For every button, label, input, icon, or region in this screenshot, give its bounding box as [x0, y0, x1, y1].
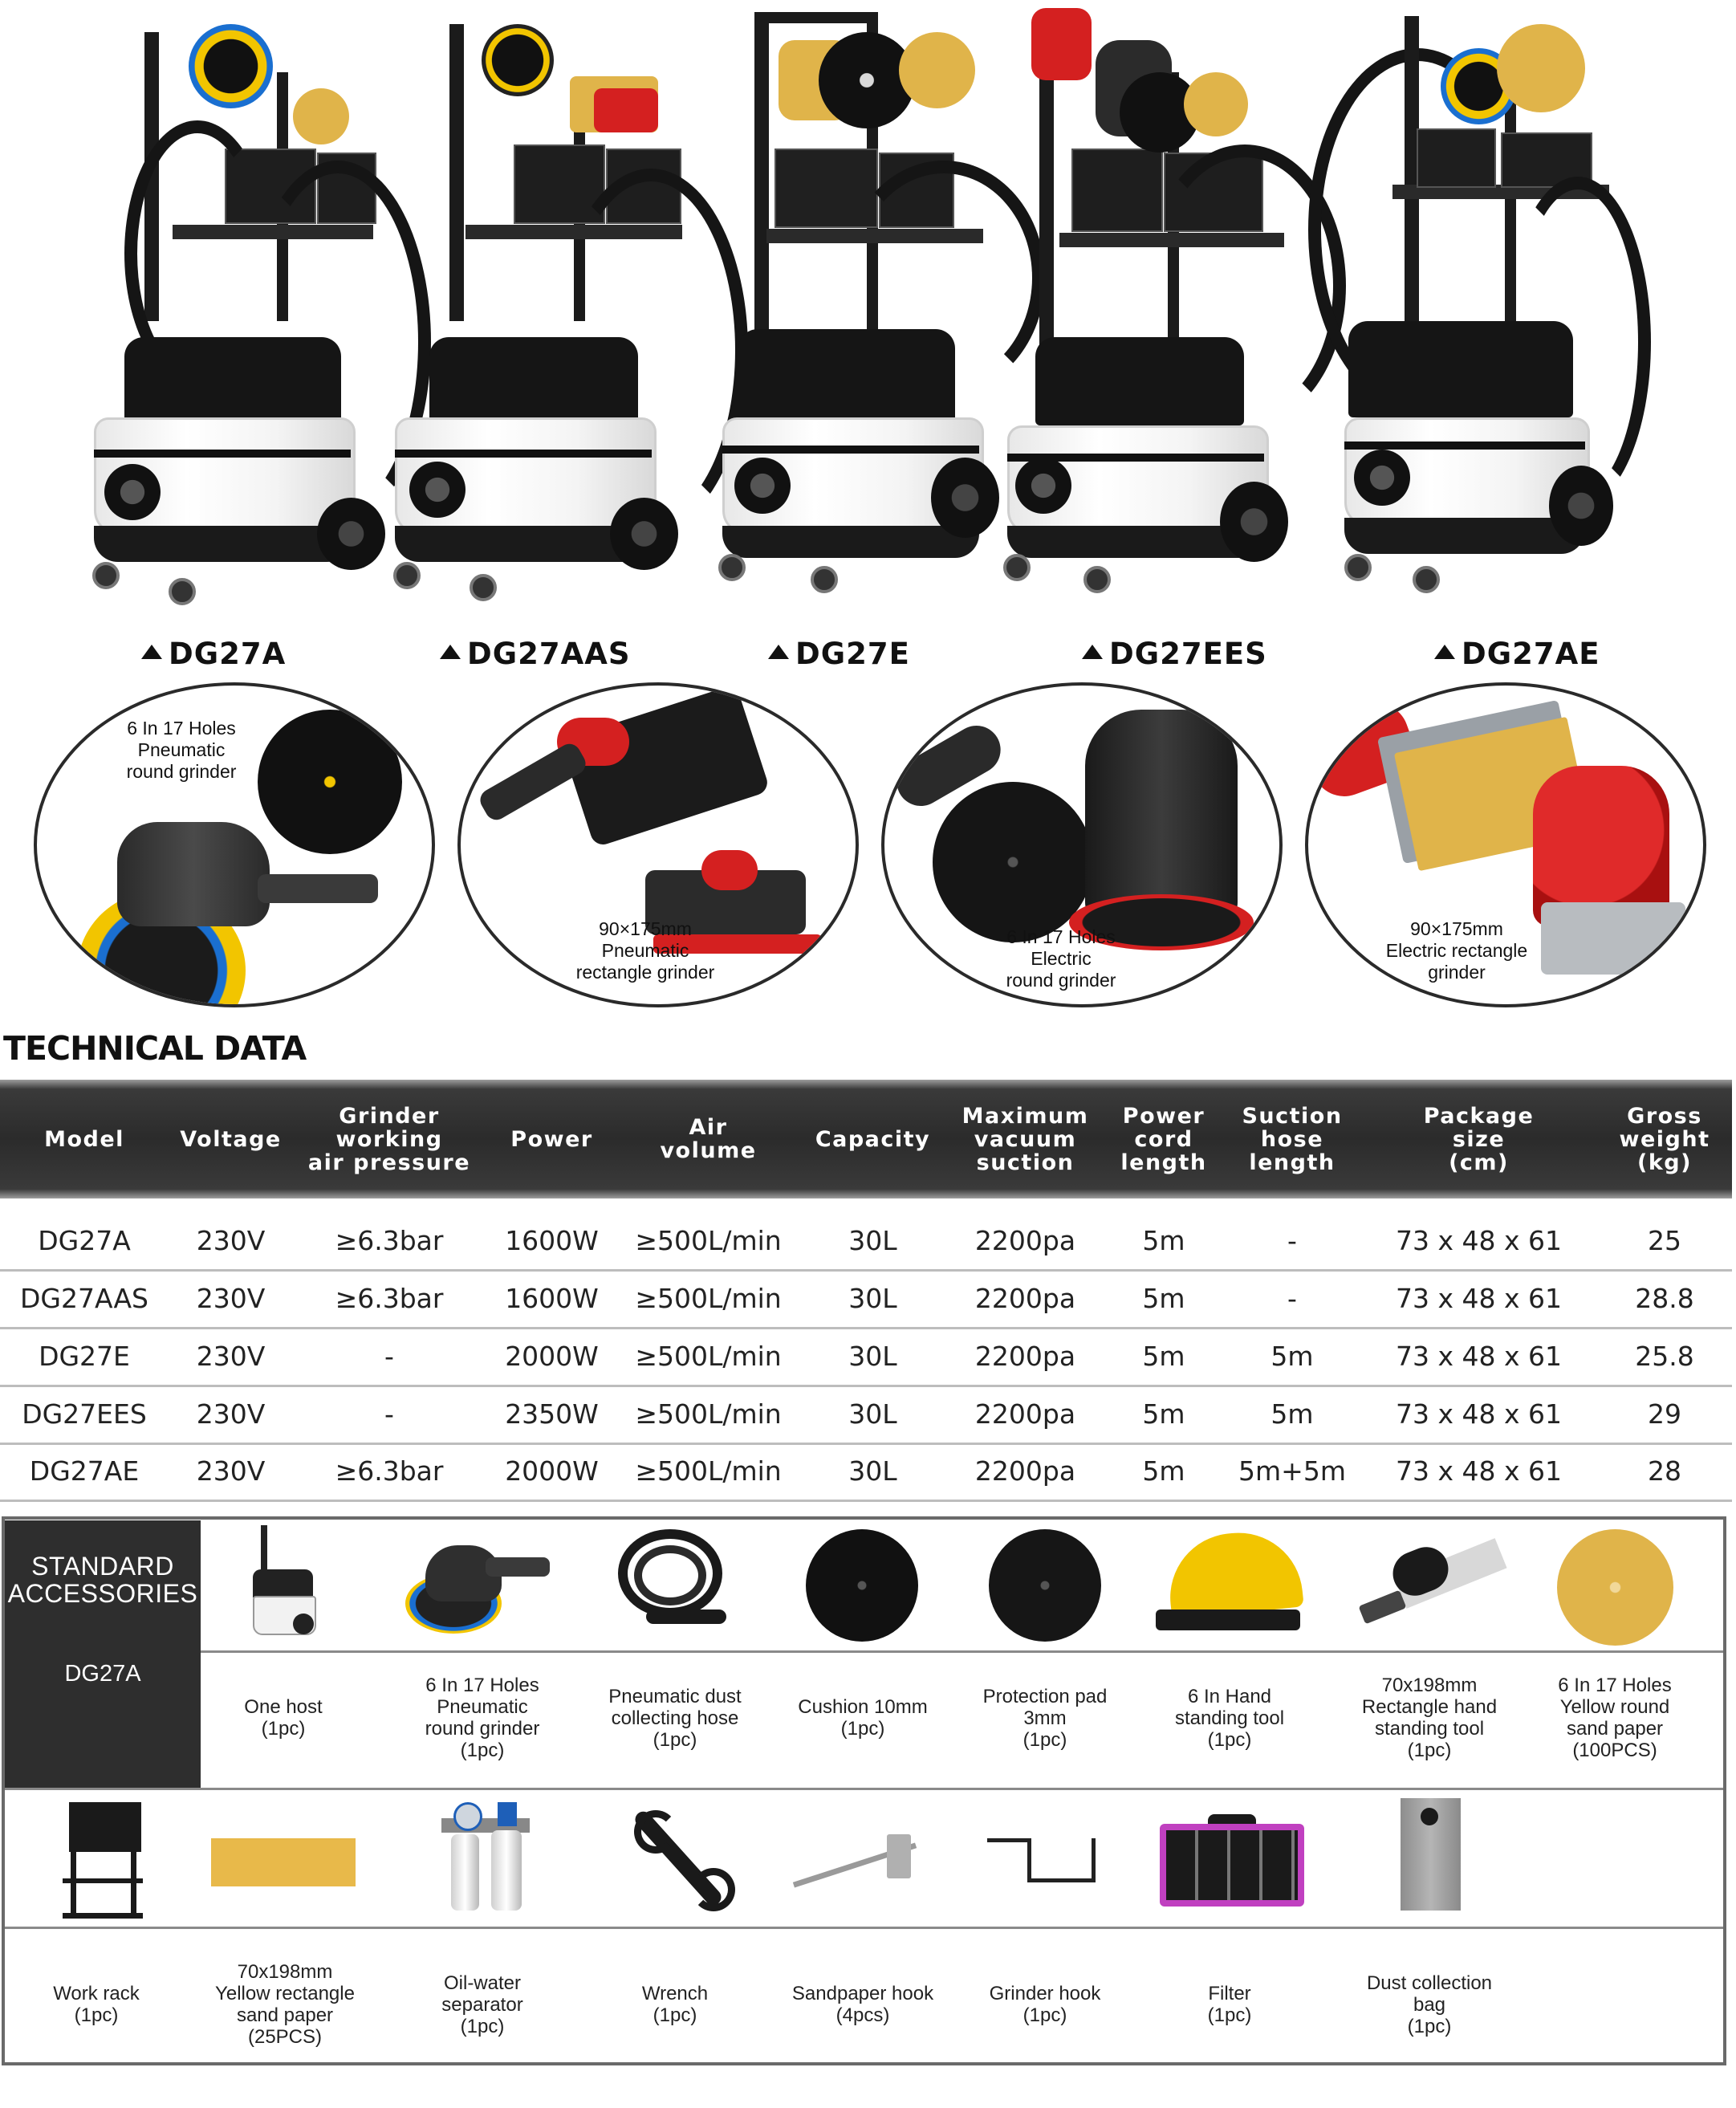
- triangle-up-icon: [768, 645, 789, 659]
- technical-data-title: TECHNICAL DATA: [3, 1029, 307, 1068]
- accessories-side-label: [5, 1520, 201, 1788]
- accessory-label: [378, 1675, 587, 1761]
- cell-capacity: 30L: [848, 1224, 897, 1256]
- accessory-label-line: Work rack: [53, 1983, 140, 2004]
- accessory-label: [758, 1983, 967, 2026]
- caption-line: 6 In 17 Holes: [127, 718, 236, 739]
- cell-capacity: 30L: [848, 1282, 897, 1314]
- accessory-label: [1125, 1686, 1334, 1751]
- accessory-label-line: standing tool: [1374, 1718, 1485, 1740]
- cell-voltage: 230V: [196, 1340, 266, 1372]
- caption-line: Pneumatic: [137, 739, 226, 760]
- accessory-label-line: collecting hose: [611, 1707, 739, 1729]
- cell-voltage: 230V: [196, 1398, 266, 1430]
- model-name: DG27AAS: [467, 637, 631, 671]
- col-header-suction-hose: Suction hose length: [1242, 1103, 1343, 1175]
- accessory-label-line: (25PCS): [247, 2026, 323, 2048]
- grinder-base-icon: [1541, 902, 1685, 975]
- triangle-up-icon: [141, 645, 162, 659]
- model-name: DG27AE: [1462, 637, 1600, 671]
- accessory-label: [571, 1983, 779, 2026]
- model-label-dg27ees: [1082, 637, 1267, 671]
- cell-gross-weight: 28.8: [1635, 1282, 1694, 1314]
- table-row: [0, 1211, 1732, 1272]
- table-row: [0, 1269, 1732, 1329]
- product-dg27e-photo: [690, 0, 995, 610]
- accessory-label-line: (1pc): [1022, 2004, 1067, 2026]
- filter-icon: [1160, 1814, 1304, 1907]
- cell-voltage: 230V: [196, 1224, 266, 1256]
- product-dg27a-photo: [76, 0, 381, 610]
- accessory-label-line: (1pc): [460, 1740, 505, 1761]
- accessory-label-line: (1pc): [1407, 1740, 1452, 1761]
- cell-vacuum-suction: 2200pa: [974, 1398, 1076, 1430]
- model-name: DG27A: [169, 637, 287, 671]
- product-dg27ees-photo: [999, 0, 1304, 610]
- accessory-label-line: (1pc): [840, 1718, 885, 1740]
- cell-gross-weight: 25.8: [1635, 1340, 1694, 1372]
- accessory-label-line: 70x198mm: [237, 1961, 333, 1983]
- sandpaper-hook-icon: [791, 1834, 919, 1898]
- grinder-handle-icon: [258, 874, 378, 903]
- wrench-icon: [626, 1802, 730, 1907]
- cell-model: DG27E: [39, 1340, 130, 1372]
- accessory-label: [758, 1696, 967, 1740]
- accessory-label-line: sand paper: [236, 2004, 334, 2026]
- accessory-label-line: sand paper: [1566, 1718, 1664, 1740]
- accessory-label: [1325, 1972, 1534, 2037]
- round-grinder-icon: [405, 1537, 550, 1634]
- cell-suction-hose: 5m: [1270, 1398, 1314, 1430]
- cell-capacity: 30L: [848, 1455, 897, 1487]
- accessory-label-line: (100PCS): [1572, 1740, 1657, 1761]
- rectangle-sandpaper-icon: [211, 1838, 356, 1886]
- cell-vacuum-suction: 2200pa: [974, 1282, 1076, 1314]
- caption-line: Electric rectangle: [1385, 940, 1528, 961]
- accessory-label-line: Pneumatic dust: [608, 1685, 742, 1707]
- cell-power: 2000W: [505, 1340, 599, 1372]
- accessory-label-line: 6 In Hand: [1187, 1685, 1272, 1707]
- accessory-label-line: separator: [441, 1993, 523, 2016]
- cell-air-pressure: ≥6.3bar: [335, 1282, 444, 1314]
- divider: [5, 1927, 1723, 1929]
- model-label-dg27ae: [1434, 637, 1600, 671]
- caption-line: 6 In 17 Holes: [1006, 926, 1116, 947]
- cell-package-size: 73 x 48 x 61: [1396, 1340, 1562, 1372]
- pad-icon: [258, 710, 402, 854]
- vacuum-host-icon: [253, 1525, 317, 1646]
- accessory-label-line: 6 In 17 Holes: [425, 1675, 539, 1696]
- accessory-label-line: (1pc): [74, 2004, 119, 2026]
- cell-voltage: 230V: [196, 1282, 266, 1314]
- model-label-dg27a: [141, 637, 286, 671]
- model-name: DG27E: [795, 637, 910, 671]
- accessory-label-line: round grinder: [425, 1718, 540, 1740]
- cell-power: 1600W: [505, 1282, 599, 1314]
- col-header-package-size: Package size (cm): [1423, 1103, 1535, 1175]
- accessory-label-line: (1pc): [261, 1718, 306, 1740]
- triangle-up-icon: [440, 645, 461, 659]
- round-sandpaper-icon: [1557, 1529, 1673, 1646]
- col-header-model: Model: [44, 1126, 124, 1152]
- table-row: [0, 1442, 1732, 1502]
- accessory-label: [179, 1696, 388, 1740]
- caption-line: grinder: [1428, 962, 1486, 983]
- cell-voltage: 230V: [196, 1455, 266, 1487]
- cell-air-pressure: -: [384, 1398, 394, 1430]
- accessory-label-line: (1pc): [460, 2015, 505, 2037]
- cell-power-cord: 5m: [1142, 1340, 1185, 1372]
- accessory-label-line: Yellow rectangle: [215, 1983, 355, 2004]
- detail-dg27a-grinder: [34, 682, 435, 1007]
- cell-air-volume: ≥500L/min: [635, 1282, 782, 1314]
- col-header-air-pressure: Grinder working air pressure: [307, 1103, 471, 1175]
- cell-model: DG27A: [38, 1224, 131, 1256]
- cell-air-pressure: ≥6.3bar: [335, 1455, 444, 1487]
- cell-air-volume: ≥500L/min: [635, 1224, 782, 1256]
- hand-tool-icon: [1156, 1533, 1304, 1634]
- table-row: [0, 1385, 1732, 1445]
- table-row: [0, 1327, 1732, 1387]
- accessory-label-line: 6 In 17 Holes: [1558, 1675, 1672, 1696]
- grinder-body-icon: [117, 822, 270, 926]
- cell-vacuum-suction: 2200pa: [974, 1224, 1076, 1256]
- dust-bag-icon: [1401, 1798, 1461, 1911]
- accessory-label-line: Protection pad: [982, 1685, 1108, 1707]
- cell-power: 2000W: [505, 1455, 599, 1487]
- cell-suction-hose: -: [1287, 1224, 1297, 1256]
- caption-line: Pneumatic: [601, 940, 689, 961]
- cell-air-volume: ≥500L/min: [635, 1455, 782, 1487]
- col-header-power-cord: Power cord length: [1120, 1103, 1207, 1175]
- cell-air-volume: ≥500L/min: [635, 1340, 782, 1372]
- accessory-label-line: Rectangle hand: [1361, 1696, 1498, 1718]
- accessory-label-line: bag: [1413, 1993, 1446, 2016]
- col-header-vacuum-suction: Maximum vacuum suction: [962, 1103, 1089, 1175]
- accessory-label-line: Filter: [1208, 1983, 1251, 2004]
- accessory-label-line: Wrench: [641, 1983, 709, 2004]
- accessory-label-line: Yellow round: [1559, 1696, 1670, 1718]
- col-header-air-volume: Air volume: [660, 1115, 757, 1163]
- cell-gross-weight: 28: [1648, 1455, 1681, 1487]
- accessory-label-line: Oil-water: [443, 1972, 521, 1994]
- accessory-label: [378, 1972, 587, 2037]
- grinder-top-red-icon: [701, 850, 758, 890]
- caption-line: rectangle grinder: [575, 962, 715, 983]
- rect-pad-icon: [560, 684, 770, 848]
- cell-model: DG27EES: [22, 1398, 147, 1430]
- cell-vacuum-suction: 2200pa: [974, 1455, 1076, 1487]
- detail-caption: [93, 718, 270, 783]
- cell-package-size: 73 x 48 x 61: [1396, 1455, 1562, 1487]
- protection-pad-icon: [989, 1529, 1101, 1642]
- divider: [201, 1650, 1723, 1653]
- work-rack-icon: [63, 1802, 143, 1919]
- accessory-label-line: (1pc): [1207, 1728, 1252, 1751]
- caption-line: round grinder: [1006, 970, 1116, 991]
- accessories-title: STANDARD ACCESSORIES: [7, 1552, 198, 1608]
- cell-power-cord: 5m: [1142, 1455, 1185, 1487]
- accessory-label-line: 70x198mm: [1381, 1675, 1478, 1696]
- cell-capacity: 30L: [848, 1398, 897, 1430]
- cushion-pad-icon: [806, 1529, 918, 1642]
- cell-air-pressure: ≥6.3bar: [335, 1224, 444, 1256]
- accessory-label: [571, 1686, 779, 1751]
- detail-dg27e-grinder: [881, 682, 1283, 1007]
- grinder-hook-icon: [987, 1830, 1100, 1886]
- rectangle-hand-tool-icon: [1356, 1537, 1505, 1634]
- cell-suction-hose: 5m+5m: [1238, 1455, 1346, 1487]
- accessory-label-line: (4pcs): [835, 2004, 890, 2026]
- caption-line: 90×175mm: [1410, 918, 1503, 939]
- accessory-label-line: standing tool: [1174, 1707, 1285, 1729]
- detail-caption: [1356, 918, 1557, 983]
- grinder-handle-icon: [476, 740, 589, 824]
- technical-table-header: [0, 1080, 1732, 1198]
- accessory-label: [941, 1983, 1149, 2026]
- cell-model: DG27AE: [29, 1455, 140, 1487]
- cell-package-size: 73 x 48 x 61: [1396, 1282, 1562, 1314]
- cell-capacity: 30L: [848, 1340, 897, 1372]
- cell-power: 2350W: [505, 1398, 599, 1430]
- accessory-label-line: One host: [244, 1696, 323, 1718]
- col-header-power: Power: [510, 1126, 593, 1152]
- accessory-label-line: (1pc): [1022, 1728, 1067, 1751]
- caption-line: 90×175mm: [599, 918, 692, 939]
- detail-caption: [549, 918, 742, 983]
- accessory-label: [1325, 1675, 1534, 1761]
- accessory-label: [181, 1961, 389, 2048]
- accessory-label-line: (1pc): [653, 1728, 697, 1751]
- col-header-gross-weight: Gross weight (kg): [1619, 1103, 1710, 1175]
- model-name: DG27EES: [1109, 637, 1267, 671]
- product-photos: [0, 0, 1736, 610]
- product-dg27aas-photo: [377, 0, 682, 610]
- cell-gross-weight: 29: [1648, 1398, 1681, 1430]
- accessory-label-line: (1pc): [653, 2004, 697, 2026]
- divider: [5, 1788, 1723, 1790]
- accessory-label-line: Sandpaper hook: [791, 1983, 934, 2004]
- model-label-dg27aas: [440, 637, 631, 671]
- caption-line: Electric: [1031, 948, 1092, 969]
- cell-power-cord: 5m: [1142, 1282, 1185, 1314]
- cell-power-cord: 5m: [1142, 1398, 1185, 1430]
- cell-gross-weight: 25: [1648, 1224, 1681, 1256]
- product-dg27ae-photo: [1304, 0, 1609, 610]
- cell-air-volume: ≥500L/min: [635, 1398, 782, 1430]
- dust-hose-icon: [614, 1529, 734, 1638]
- col-header-voltage: Voltage: [180, 1126, 282, 1152]
- model-label-dg27e: [768, 637, 910, 671]
- accessory-label: [0, 1983, 201, 2026]
- accessory-label-line: Dust collection: [1366, 1972, 1493, 1994]
- detail-dg27aas-grinder: [457, 682, 859, 1007]
- cell-vacuum-suction: 2200pa: [974, 1340, 1076, 1372]
- accessory-label-line: Pneumatic: [437, 1696, 528, 1718]
- cell-suction-hose: -: [1287, 1282, 1297, 1314]
- caption-line: round grinder: [126, 761, 237, 782]
- detail-dg27ae-grinder: [1305, 682, 1706, 1007]
- cell-power: 1600W: [505, 1224, 599, 1256]
- cell-package-size: 73 x 48 x 61: [1396, 1224, 1562, 1256]
- accessory-label-line: Grinder hook: [989, 1983, 1101, 2004]
- accessory-label: [941, 1686, 1149, 1751]
- accessory-label-line: (1pc): [1407, 2015, 1452, 2037]
- triangle-up-icon: [1434, 645, 1455, 659]
- accessory-label-line: 3mm: [1023, 1707, 1067, 1729]
- accessory-label-line: Cushion 10mm: [798, 1696, 928, 1718]
- triangle-up-icon: [1082, 645, 1103, 659]
- col-header-capacity: Capacity: [815, 1126, 931, 1152]
- accessory-label: [1125, 1983, 1334, 2026]
- cell-model: DG27AAS: [20, 1282, 148, 1314]
- cell-package-size: 73 x 48 x 61: [1396, 1398, 1562, 1430]
- accessory-label: [1510, 1675, 1719, 1761]
- cell-suction-hose: 5m: [1270, 1340, 1314, 1372]
- oil-water-separator-icon: [441, 1798, 530, 1919]
- accessories-model: DG27A: [64, 1661, 141, 1687]
- cell-power-cord: 5m: [1142, 1224, 1185, 1256]
- accessory-label-line: (1pc): [1207, 2004, 1252, 2026]
- detail-caption: [965, 926, 1157, 991]
- cell-air-pressure: -: [384, 1340, 394, 1372]
